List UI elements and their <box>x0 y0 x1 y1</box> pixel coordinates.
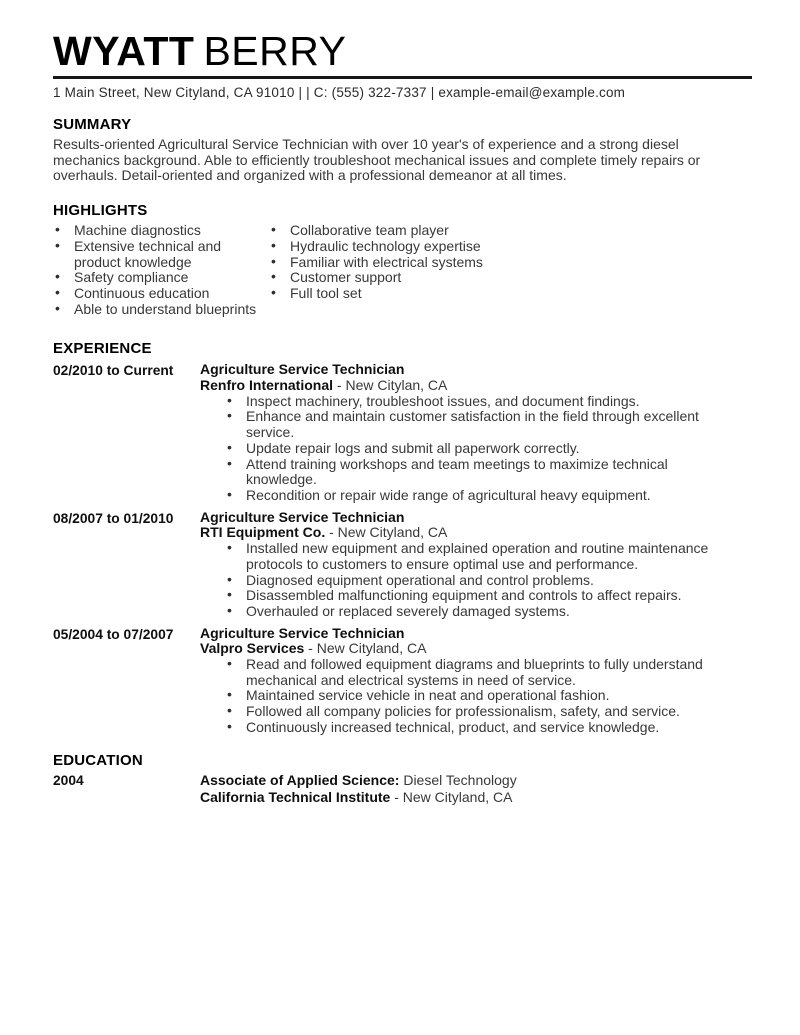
highlights-list-left <box>53 223 269 317</box>
company-name: RTI Equipment Co. <box>200 524 326 541</box>
job-title: Agriculture Service Technician <box>200 624 405 641</box>
list-item: • Familiar with electrical systems <box>269 255 514 271</box>
company-location: - New Cityland, CA <box>304 640 427 657</box>
job-dates: 08/2007 to 01/2010 <box>53 510 174 526</box>
list-item: • Safety compliance <box>53 270 269 286</box>
list-item: • Hydraulic technology expertise <box>269 239 514 255</box>
section-education <box>53 752 752 807</box>
list-item: • Customer support <box>269 270 514 286</box>
degree-line <box>200 772 517 790</box>
job-company-line <box>200 525 752 541</box>
list-item: • Full tool set <box>269 286 514 302</box>
job-body <box>200 362 752 503</box>
list-item: • Diagnosed equipment operational and control problems. <box>225 573 716 589</box>
list-item: • Recondition or repair wide range of agricultural heavy equipment. <box>225 488 716 504</box>
name-heading <box>53 30 752 73</box>
list-item: • Attend training workshops and team meetings to maximize technical knowledge. <box>225 457 716 488</box>
job-bullet-list <box>225 541 716 620</box>
job-entry <box>53 362 752 503</box>
highlights-heading: HIGHLIGHTS <box>53 202 148 220</box>
job-company-line <box>200 641 752 657</box>
list-item: • Able to understand blueprints <box>53 302 269 318</box>
section-experience <box>53 340 752 735</box>
list-item: • Machine diagnostics <box>53 223 269 239</box>
job-company-line <box>200 378 752 394</box>
degree-name: Associate of Applied Science: <box>200 771 400 788</box>
company-name: Valpro Services <box>200 640 305 657</box>
company-location: - New Cityland, CA <box>325 524 448 541</box>
list-item: • Maintained service vehicle in neat and operational fashion. <box>225 688 716 704</box>
highlights-list-right <box>269 223 514 317</box>
list-item: • Update repair logs and submit all paperwork correctly. <box>225 441 716 457</box>
company-location: - New Citylan, CA <box>333 377 448 394</box>
job-bullet-list <box>225 394 716 504</box>
list-item: • Overhauled or replaced severely damaged systems. <box>225 604 716 620</box>
list-item: • Continuous education <box>53 286 269 302</box>
education-entry <box>53 772 752 807</box>
summary-heading: SUMMARY <box>53 116 132 134</box>
job-body <box>200 626 752 736</box>
highlights-columns <box>53 223 752 317</box>
summary-text: Results-oriented Agricultural Service Technician with over 10 year's of experience and a strong diesel mechanics background. Able to efficiently troubleshoot mechanical issues and complete timely repairs or overhauls. Detail-oriented and organized with a professional demeanor at all times. <box>53 136 701 184</box>
name-first: WYATT <box>53 28 195 74</box>
list-item: • Extensive technical and product knowledge <box>53 239 269 270</box>
job-title: Agriculture Service Technician <box>200 508 405 525</box>
job-entry <box>53 626 752 736</box>
list-item: • Followed all company policies for professionalism, safety, and service. <box>225 704 716 720</box>
job-bullet-list <box>225 657 716 736</box>
degree-field: Diesel Technology <box>399 771 517 788</box>
company-name: Renfro International <box>200 377 334 394</box>
list-item: • Continuously increased technical, product, and service knowledge. <box>225 720 716 736</box>
education-body <box>200 772 517 807</box>
job-title: Agriculture Service Technician <box>200 361 405 378</box>
job-dates: 02/2010 to Current <box>53 363 174 379</box>
contact-line: 1 Main Street, New Cityland, CA 91010 | | C: (555) 322-7337 | example-email@example.com <box>53 85 626 101</box>
job-entry <box>53 510 752 620</box>
list-item: • Installed new equipment and explained operation and routine maintenance protocols to customers to ensure optimal use and performance. <box>225 541 716 572</box>
section-summary <box>53 116 752 184</box>
name-last: BERRY <box>203 28 347 74</box>
school-name: California Technical Institute <box>200 789 391 806</box>
section-highlights <box>53 202 752 317</box>
education-year: 2004 <box>53 772 84 788</box>
job-body <box>200 510 752 620</box>
list-item: • Enhance and maintain customer satisfaction in the field through excellent service. <box>225 409 716 440</box>
experience-heading: EXPERIENCE <box>53 340 152 358</box>
list-item: • Disassembled malfunctioning equipment and controls to affect repairs. <box>225 588 716 604</box>
list-item: • Collaborative team player <box>269 223 514 239</box>
education-heading: EDUCATION <box>53 751 143 769</box>
school-location: - New Cityland, CA <box>390 789 513 806</box>
job-dates: 05/2004 to 07/2007 <box>53 626 174 642</box>
list-item: • Read and followed equipment diagrams and blueprints to fully understand mechanical and electrical systems in need of service. <box>225 657 716 688</box>
list-item: • Inspect machinery, troubleshoot issues, and document findings. <box>225 394 716 410</box>
school-line <box>200 789 517 807</box>
header-rule <box>53 76 752 79</box>
